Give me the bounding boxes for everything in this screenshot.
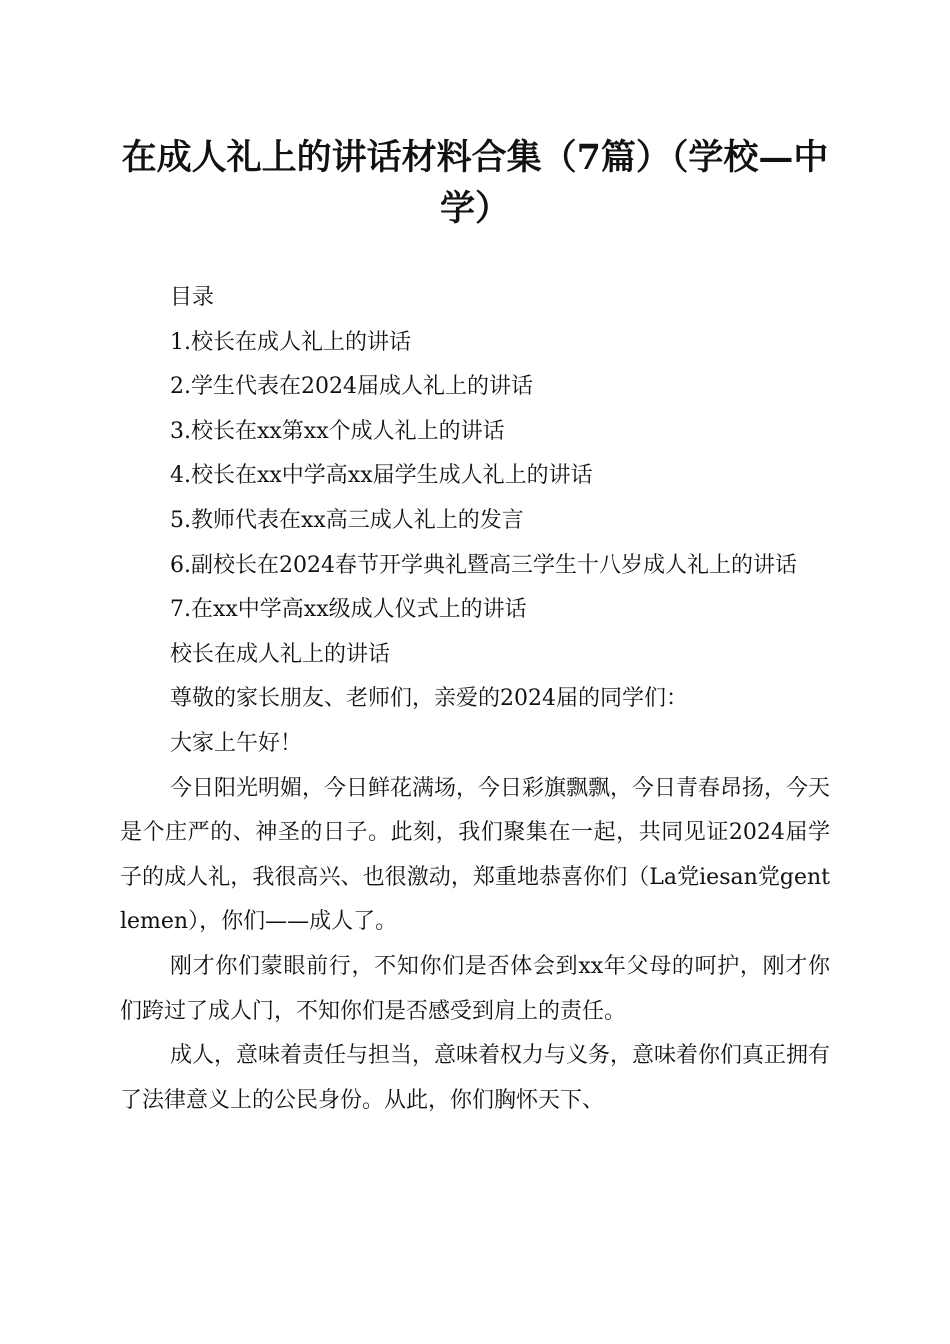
toc-item: 4.校长在xx中学高xx届学生成人礼上的讲话 (170, 463, 593, 489)
toc-heading: 目录 (170, 285, 215, 310)
greeting: 大家上午好！ (170, 730, 303, 756)
toc-item: 5.教师代表在xx高三成人礼上的发言 (170, 507, 524, 533)
toc-item: 3.校长在xx第xx个成人礼上的讲话 (170, 418, 505, 444)
section-title: 校长在成人礼上的讲话 (170, 641, 391, 667)
salutation: 尊敬的家长朋友、老师们，亲爱的2024届的同学们： (170, 686, 688, 712)
toc-item: 6.副校长在2024春节开学典礼暨高三学生十八岁成人礼上的讲话 (170, 552, 797, 578)
document-body (120, 276, 830, 1123)
body-paragraph: 今日阳光明媚，今日鲜花满场，今日彩旗飘飘，今日青春昂扬，今天是个庄严的、神圣的日子。此刻，我们聚集在一起，共同见证2024届学子的成人礼，我很高兴、也很激动，郑重地恭喜你们（La党iesan党gentlemen），你们——成人了。 (120, 775, 831, 935)
toc-item: 1.校长在成人礼上的讲话 (170, 329, 411, 355)
body-paragraph: 刚才你们蒙眼前行，不知你们是否体会到xx年父母的呵护，刚才你们跨过了成人门，不知你们是否感受到肩上的责任。 (120, 953, 830, 1024)
toc-item: 7.在xx中学高xx级成人仪式上的讲话 (170, 597, 527, 623)
body-paragraph: 成人，意味着责任与担当，意味着权力与义务，意味着你们真正拥有了法律意义上的公民身份。从此，你们胸怀天下、 (120, 1043, 831, 1113)
document-title: 在成人礼上的讲话材料合集（7篇）（学校—中学） (121, 137, 829, 229)
toc-item: 2.学生代表在2024届成人礼上的讲话 (170, 374, 533, 400)
